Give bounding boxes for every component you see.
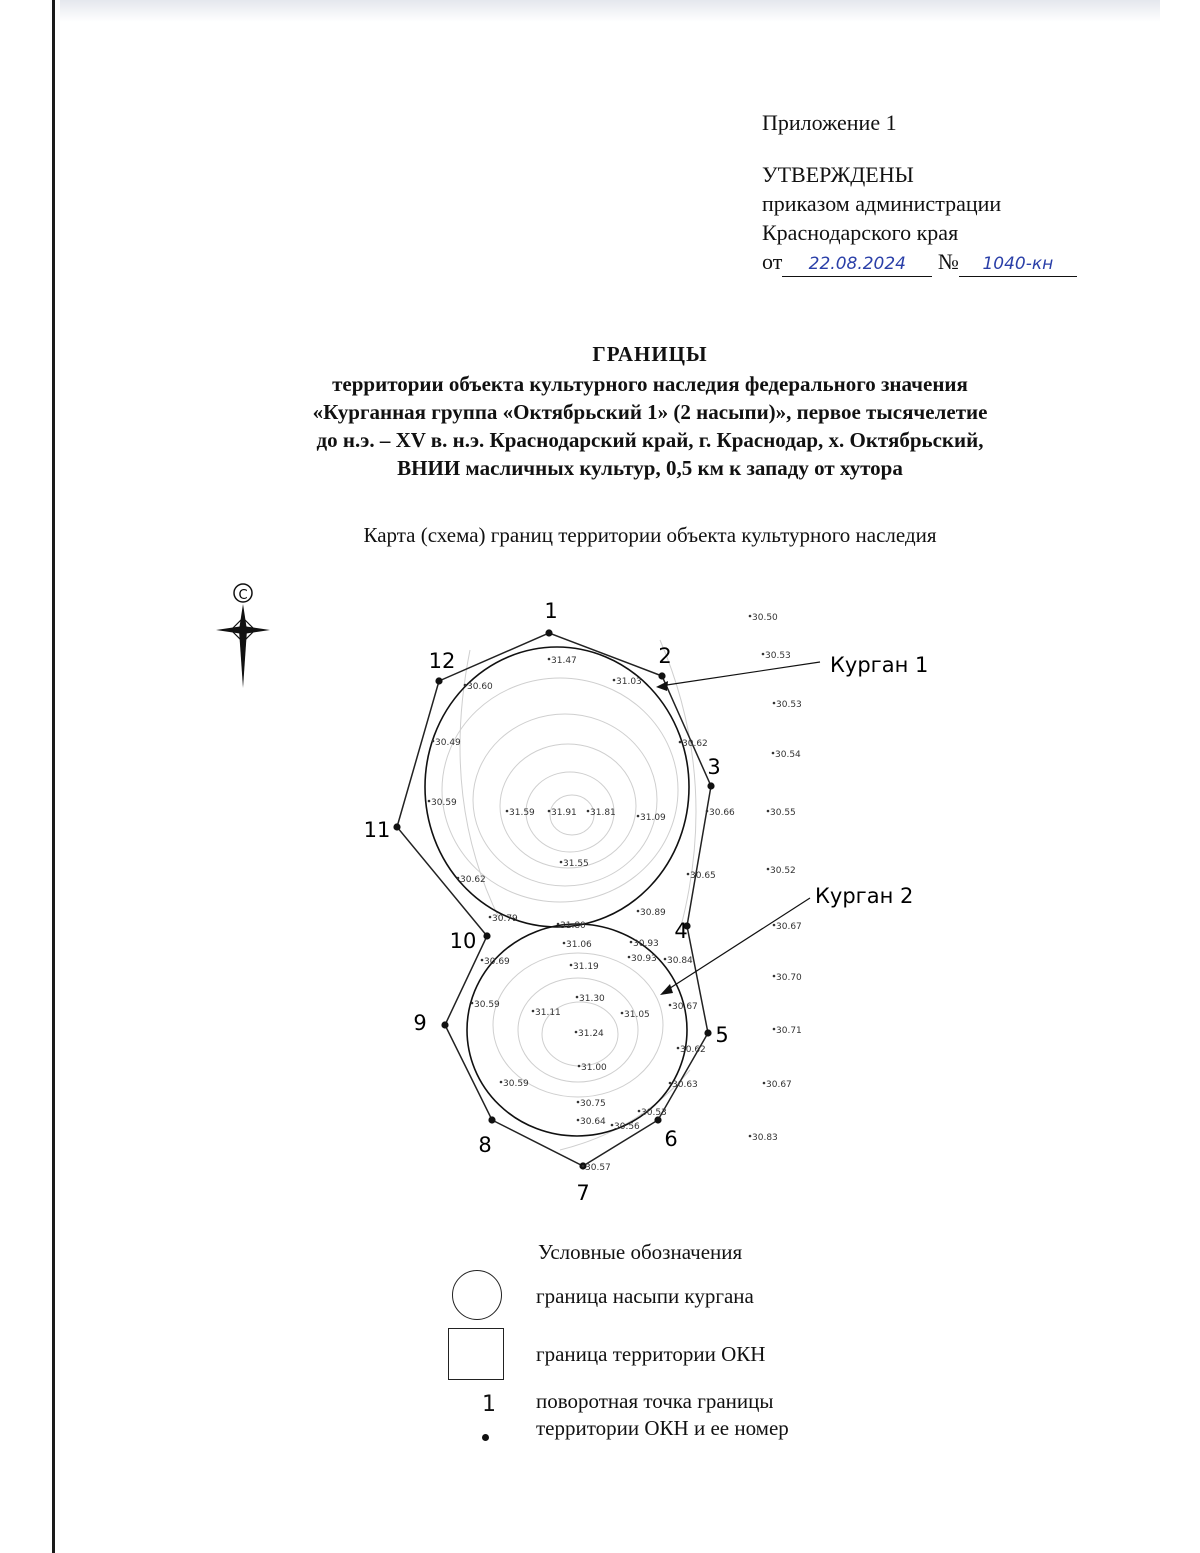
elevation-marker [749, 1135, 752, 1138]
elevation-label: 30.57 [585, 1163, 611, 1173]
circle-symbol-icon [452, 1270, 502, 1320]
elevation-label: 30.59 [431, 798, 457, 808]
legend-point-line-2: территории ОКН и ее номер [536, 1416, 789, 1440]
elevation-marker [577, 1119, 580, 1122]
legend-territory-label: граница территории ОКН [536, 1342, 766, 1366]
boundary-point-6-label: 6 [664, 1127, 678, 1151]
elevation-marks [428, 613, 802, 1173]
elevation-marker [548, 658, 551, 661]
kurgan-1-arrowhead [656, 681, 668, 691]
kurgan-1-label: Курган 1 [830, 653, 929, 677]
elevation-label: 30.79 [492, 914, 518, 924]
boundary-point-9-label: 9 [413, 1011, 427, 1035]
elevation-marker [611, 1124, 614, 1127]
boundary-point-4-label: 4 [674, 919, 688, 943]
elevation-label: 31.03 [616, 677, 642, 687]
elevation-label: 30.52 [770, 866, 796, 876]
boundary-point-5-label: 5 [715, 1023, 729, 1047]
elevation-marker [576, 996, 579, 999]
elevation-label: 31.47 [551, 656, 577, 666]
boundary-point-10-dot [483, 932, 490, 939]
legend-row-point [440, 1388, 860, 1448]
elevation-marker [500, 1081, 503, 1084]
elevation-label: 30.54 [775, 750, 801, 760]
point-symbol-icon [468, 1388, 498, 1448]
boundary-point-11-dot [393, 823, 400, 830]
elevation-marker [428, 800, 431, 803]
contour-lines [442, 640, 696, 1150]
boundary-point-8-label: 8 [478, 1133, 492, 1157]
elevation-label: 31.81 [590, 808, 616, 818]
point-symbol-dot [482, 1434, 489, 1441]
boundary-point-7-label: 7 [576, 1181, 590, 1205]
elevation-marker [767, 810, 770, 813]
elevation-marker [489, 916, 492, 919]
boundary-point-2-label: 2 [658, 644, 672, 668]
north-arrow [216, 584, 270, 688]
boundary-point-2-dot [658, 672, 665, 679]
elevation-label: 31.91 [551, 808, 577, 818]
elevation-label: 30.62 [460, 875, 486, 885]
title-line-3: до н.э. – XV в. н.э. Краснодарский край, г. Краснодар, х. Октябрьский, [316, 428, 984, 452]
elevation-marker [762, 653, 765, 656]
elevation-label: 30.93 [633, 939, 659, 949]
title-line-1: территории объекта культурного наследия федерального значения [332, 372, 968, 396]
elevation-label: 30.50 [752, 613, 778, 623]
elevation-label: 31.19 [573, 962, 599, 972]
title-line-2: «Курганная группа «Октябрьский 1» (2 насыпи)», первое тысячелетие [312, 400, 988, 424]
elevation-marker [471, 1002, 474, 1005]
boundary-point-8-dot [488, 1116, 495, 1123]
elevation-label: 31.80 [560, 921, 586, 931]
number-prefix: № [937, 249, 959, 274]
elevation-marker [457, 877, 460, 880]
handwritten-number: 1040-кн [982, 254, 1054, 274]
boundary-point-5-dot [704, 1029, 711, 1036]
elevation-label: 31.59 [509, 808, 535, 818]
elevation-label: 30.67 [776, 922, 802, 932]
elevation-marker [763, 1082, 766, 1085]
elevation-label: 31.30 [579, 994, 605, 1004]
elevation-marker [563, 942, 566, 945]
title-line-4: ВНИИ масличных культур, 0,5 км к западу от хутора [397, 456, 903, 480]
elevation-marker [706, 810, 709, 813]
elevation-marker [773, 975, 776, 978]
elevation-marker [613, 679, 616, 682]
elevation-marker [548, 810, 551, 813]
square-symbol-icon [448, 1328, 504, 1380]
elevation-marker [669, 1004, 672, 1007]
elevation-label: 30.64 [580, 1117, 606, 1127]
elevation-marker [773, 1028, 776, 1031]
elevation-marker [669, 1082, 672, 1085]
elevation-label: 30.49 [435, 738, 461, 748]
boundary-point-1-label: 1 [544, 599, 558, 623]
boundary-point-3-dot [707, 782, 714, 789]
elevation-label: 30.67 [766, 1080, 792, 1090]
elevation-marker [772, 752, 775, 755]
date-prefix: от [762, 249, 783, 274]
elevation-marker [578, 1065, 581, 1068]
handwritten-date: 22.08.2024 [808, 254, 906, 274]
elevation-marker [506, 810, 509, 813]
elevation-marker [432, 740, 435, 743]
elevation-label: 30.84 [667, 956, 693, 966]
elevation-label: 31.55 [563, 859, 589, 869]
elevation-marker [577, 1101, 580, 1104]
north-needle [239, 604, 247, 688]
elevation-label: 31.06 [566, 940, 592, 950]
elevation-marker [621, 1012, 624, 1015]
title-heading: ГРАНИЦЫ [592, 342, 708, 366]
elevation-label: 30.71 [776, 1026, 802, 1036]
elevation-label: 31.24 [578, 1029, 604, 1039]
elevation-marker [464, 684, 467, 687]
approval-line-2: Краснодарского края [762, 220, 959, 245]
elevation-label: 31.09 [640, 813, 666, 823]
elevation-label: 30.59 [474, 1000, 500, 1010]
elevation-label: 30.67 [672, 1002, 698, 1012]
elevation-marker [677, 1047, 680, 1050]
boundary-points [364, 599, 729, 1205]
point-symbol-number: 1 [482, 1392, 496, 1417]
east-west-needle [216, 626, 270, 634]
elevation-marker [575, 1031, 578, 1034]
approval-line-1: приказом администрации [762, 191, 1002, 216]
elevation-marker [637, 815, 640, 818]
elevation-marker [749, 615, 752, 618]
elevation-marker [628, 956, 631, 959]
elevation-marker [687, 873, 690, 876]
elevation-label: 30.53 [776, 700, 802, 710]
elevation-label: 30.70 [776, 973, 802, 983]
elevation-label: 30.75 [580, 1099, 606, 1109]
elevation-label: 30.62 [682, 739, 708, 749]
elevation-marker [773, 702, 776, 705]
elevation-marker [570, 964, 573, 967]
elevation-label: 30.65 [690, 871, 716, 881]
elevation-label: 30.89 [640, 908, 666, 918]
boundary-point-1-dot [545, 629, 552, 636]
elevation-label: 30.83 [752, 1133, 778, 1143]
legend-point-label [536, 1388, 789, 1442]
north-letter: С [238, 588, 248, 603]
legend-heading: Условные обозначения [538, 1240, 743, 1264]
boundary-point-10-label: 10 [449, 929, 477, 953]
elevation-label: 30.53 [641, 1108, 667, 1118]
boundary-point-11-label: 11 [363, 818, 391, 842]
elevation-marker [560, 861, 563, 864]
elevation-marker [630, 941, 633, 944]
elevation-label: 30.56 [614, 1122, 640, 1132]
boundary-point-3-label: 3 [707, 755, 721, 779]
elevation-marker [587, 810, 590, 813]
elevation-label: 30.55 [770, 808, 796, 818]
kurgan-2-arrowhead [660, 984, 673, 995]
map-caption: Карта (схема) границ территории объекта культурного наследия [363, 523, 937, 547]
elevation-marker [637, 910, 640, 913]
elevation-label: 31.11 [535, 1008, 561, 1018]
boundary-point-12-dot [435, 677, 442, 684]
elevation-marker [664, 958, 667, 961]
elevation-marker [557, 923, 560, 926]
elevation-marker [638, 1110, 641, 1113]
elevation-label: 30.59 [503, 1079, 529, 1089]
elevation-label: 30.63 [672, 1080, 698, 1090]
elevation-label: 30.60 [467, 682, 493, 692]
legend-row-mound [440, 1270, 860, 1330]
legend-mound-label: граница насыпи кургана [536, 1284, 754, 1308]
elevation-label: 31.00 [581, 1063, 607, 1073]
elevation-label: 30.66 [709, 808, 735, 818]
boundary-point-9-dot [441, 1021, 448, 1028]
kurgan-1-leader [660, 662, 820, 686]
elevation-label: 30.53 [765, 651, 791, 661]
elevation-marker [767, 868, 770, 871]
appendix-number: Приложение 1 [762, 110, 897, 135]
elevation-marker [582, 1165, 585, 1168]
legend-row-territory [440, 1328, 860, 1388]
kurgan-1-mound-boundary [425, 647, 689, 927]
boundary-point-12-label: 12 [428, 649, 456, 673]
kurgan-2-label: Курган 2 [815, 884, 914, 908]
elevation-marker [773, 924, 776, 927]
approved-label: УТВЕРЖДЕНЫ [762, 162, 914, 187]
legend-point-line-1: поворотная точка границы [536, 1389, 774, 1413]
elevation-label: 30.62 [680, 1045, 706, 1055]
elevation-label: 30.69 [484, 957, 510, 967]
elevation-label: 30.93 [631, 954, 657, 964]
elevation-marker [532, 1010, 535, 1013]
elevation-label: 31.05 [624, 1010, 650, 1020]
elevation-marker [481, 959, 484, 962]
elevation-marker [679, 741, 682, 744]
